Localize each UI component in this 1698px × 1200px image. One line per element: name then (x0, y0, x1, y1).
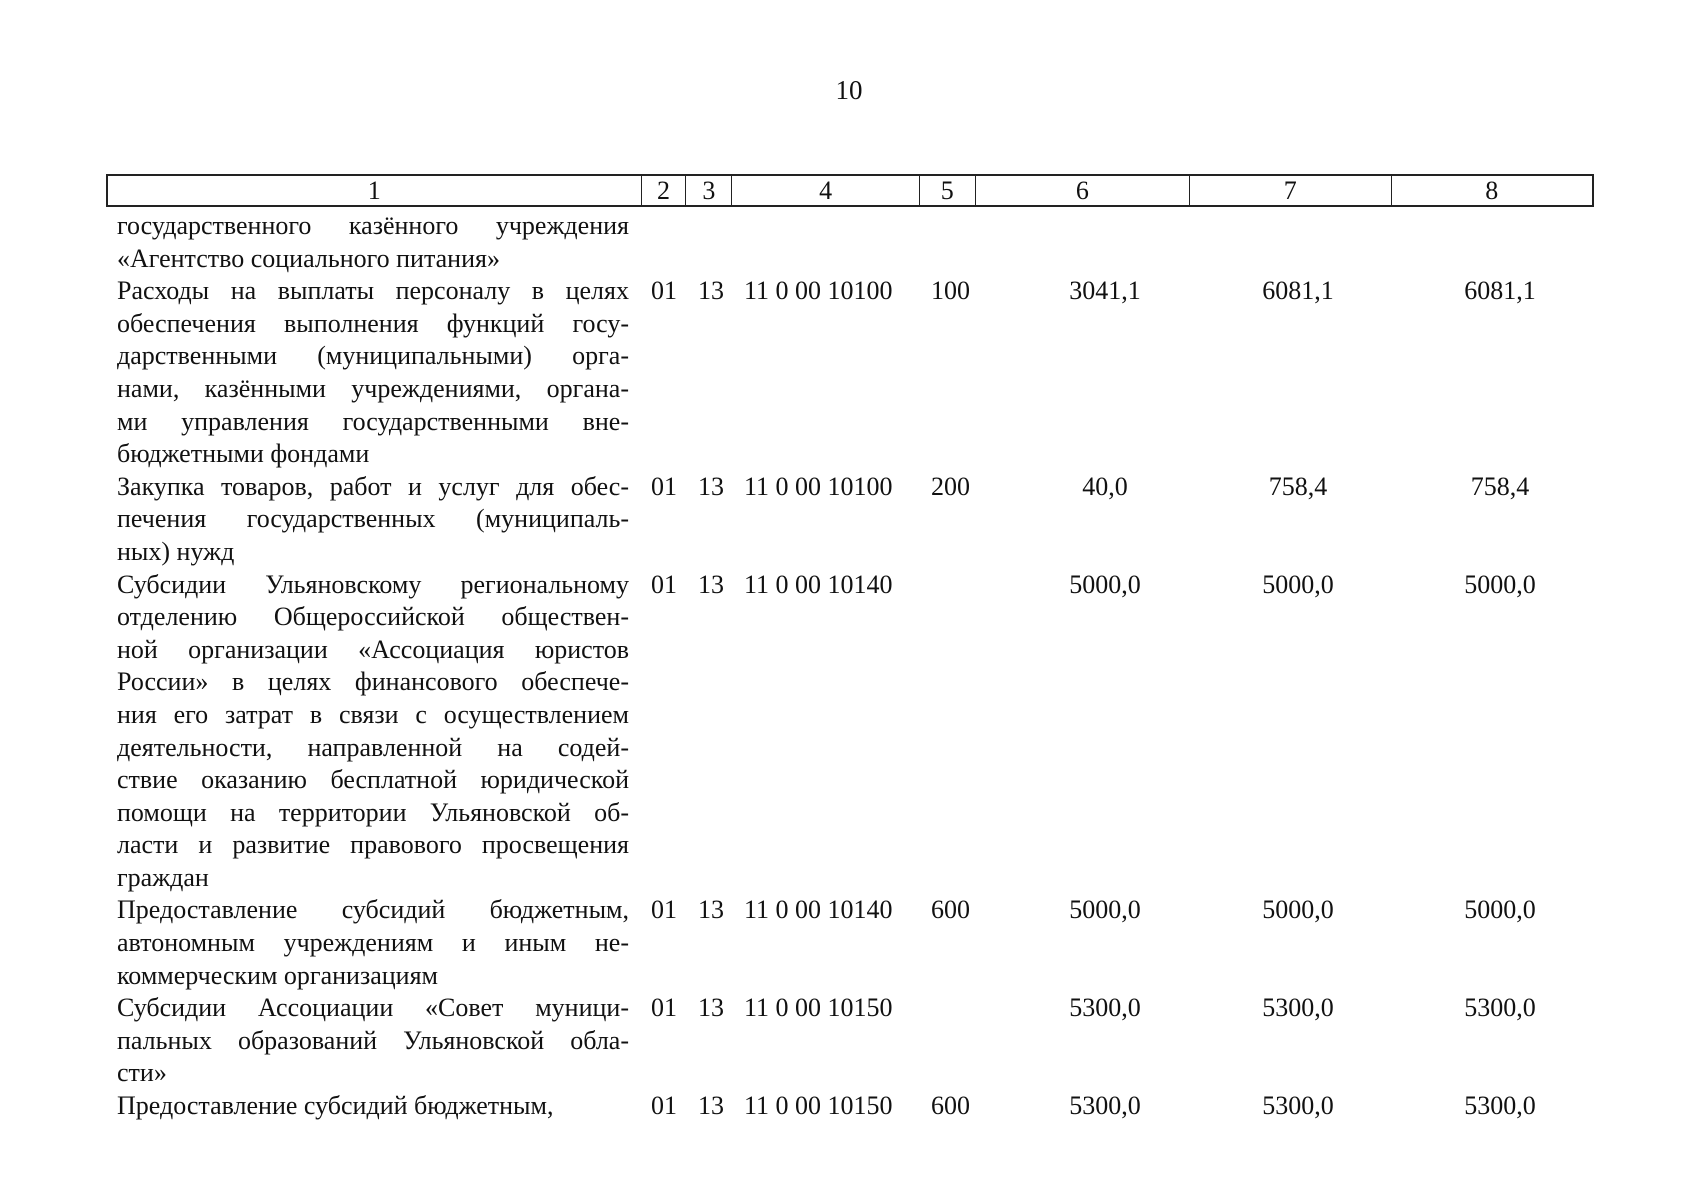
table-row (0, 471, 1698, 569)
target-article-code: 11 0 00 10140 (744, 569, 893, 599)
description-line: Субсидии Ассоциации «Совет муници- (117, 993, 629, 1023)
table-row (0, 275, 1698, 471)
description-line: государственного казённого учреждения (117, 211, 629, 240)
description-line: России» в целях финансового обеспече- (117, 667, 629, 697)
header-col-7: 7 (1190, 176, 1391, 205)
description-line: граждан (117, 862, 209, 892)
description-line: бюджетными фондами (117, 439, 370, 469)
description-line: отделению Общероссийской обществен- (117, 602, 629, 632)
amount-col-6: 5000,0 (1069, 895, 1141, 925)
page-number: 10 (835, 75, 863, 105)
description-line: Расходы на выплаты персоналу в целях (117, 276, 629, 306)
target-article-code: 11 0 00 10100 (744, 471, 893, 501)
target-article-code: 11 0 00 10140 (744, 895, 893, 925)
amount-col-8: 5000,0 (1464, 895, 1536, 925)
description-line: «Агентство социального питания» (117, 243, 500, 273)
row-description (117, 992, 629, 1090)
amount-col-7: 758,4 (1268, 471, 1328, 501)
description-line: автономным учреждениям и иным не- (117, 928, 629, 958)
description-line: ствие оказанию бесплатной юридической (117, 765, 629, 795)
expense-type-code: 600 (931, 895, 970, 925)
amount-col-7: 5000,0 (1262, 569, 1334, 599)
amount-col-6: 3041,1 (1069, 276, 1141, 306)
row-description (117, 894, 629, 992)
row-description (117, 569, 629, 895)
description-line: Субсидии Ульяновскому региональному (117, 569, 629, 599)
header-col-2: 2 (642, 176, 687, 205)
subsection-code: 13 (698, 471, 724, 501)
amount-col-7: 5300,0 (1262, 993, 1334, 1023)
section-code: 01 (651, 569, 677, 599)
expense-type-code: 600 (931, 1091, 970, 1121)
description-line: деятельности, направленной на содей- (117, 732, 629, 762)
header-col-1: 1 (108, 176, 642, 205)
table-row (0, 569, 1698, 895)
subsection-code: 13 (698, 276, 724, 306)
description-line: пальных образований Ульяновской обла- (117, 1025, 629, 1055)
amount-col-8: 6081,1 (1464, 276, 1536, 306)
subsection-code: 13 (698, 1091, 724, 1121)
description-line: обеспечения выполнения функций госу- (117, 308, 629, 338)
expense-type-code: 200 (931, 471, 970, 501)
table-header-row (106, 174, 1594, 207)
amount-col-6: 5300,0 (1069, 993, 1141, 1023)
description-line: дарственными (муниципальными) орга- (117, 341, 629, 371)
amount-col-8: 5300,0 (1464, 1091, 1536, 1121)
amount-col-6: 5000,0 (1069, 569, 1141, 599)
section-code: 01 (651, 895, 677, 925)
description-line: Предоставление субсидий бюджетным, (117, 1091, 554, 1121)
description-line: коммерческим организациям (117, 960, 439, 990)
amount-col-6: 5300,0 (1069, 1091, 1141, 1121)
section-code: 01 (651, 471, 677, 501)
amount-col-7: 6081,1 (1262, 276, 1334, 306)
amount-col-8: 5300,0 (1464, 993, 1536, 1023)
amount-col-8: 5000,0 (1464, 569, 1536, 599)
amount-col-7: 5000,0 (1262, 895, 1334, 925)
table-row (0, 210, 1698, 275)
subsection-code: 13 (698, 895, 724, 925)
description-line: нами, казёнными учреждениями, органа- (117, 373, 629, 403)
target-article-code: 11 0 00 10150 (744, 1091, 893, 1121)
target-article-code: 11 0 00 10100 (744, 276, 893, 306)
description-line: сти» (117, 1058, 167, 1088)
description-line: ласти и развитие правового просвещения (117, 830, 629, 860)
description-line: печения государственных (муниципаль- (117, 504, 629, 534)
row-description (117, 210, 629, 275)
amount-col-8: 758,4 (1470, 471, 1530, 501)
table-row (0, 1090, 1698, 1123)
table-row (0, 992, 1698, 1090)
header-col-6: 6 (976, 176, 1190, 205)
amount-col-7: 5300,0 (1262, 1091, 1334, 1121)
target-article-code: 11 0 00 10150 (744, 993, 893, 1023)
table-body (0, 210, 1698, 1123)
header-col-4: 4 (732, 176, 920, 205)
subsection-code: 13 (698, 569, 724, 599)
description-line: Предоставление субсидий бюджетным, (117, 895, 629, 925)
subsection-code: 13 (698, 993, 724, 1023)
row-description (117, 275, 629, 471)
row-description (117, 1090, 629, 1123)
description-line: помощи на территории Ульяновской об- (117, 797, 629, 827)
expense-type-code: 100 (931, 276, 970, 306)
section-code: 01 (651, 276, 677, 306)
table-row (0, 894, 1698, 992)
row-description (117, 471, 629, 569)
header-col-8: 8 (1485, 176, 1499, 205)
description-line: Закупка товаров, работ и услуг для обес- (117, 471, 629, 501)
header-col-3: 3 (686, 176, 732, 205)
section-code: 01 (651, 993, 677, 1023)
amount-col-6: 40,0 (1082, 471, 1128, 501)
section-code: 01 (651, 1091, 677, 1121)
header-col-5: 5 (920, 176, 976, 205)
description-line: ной организации «Ассоциация юристов (117, 634, 629, 664)
description-line: ных) нужд (117, 536, 235, 566)
description-line: ния его затрат в связи с осуществлением (117, 699, 629, 729)
description-line: ми управления государственными вне- (117, 406, 629, 436)
